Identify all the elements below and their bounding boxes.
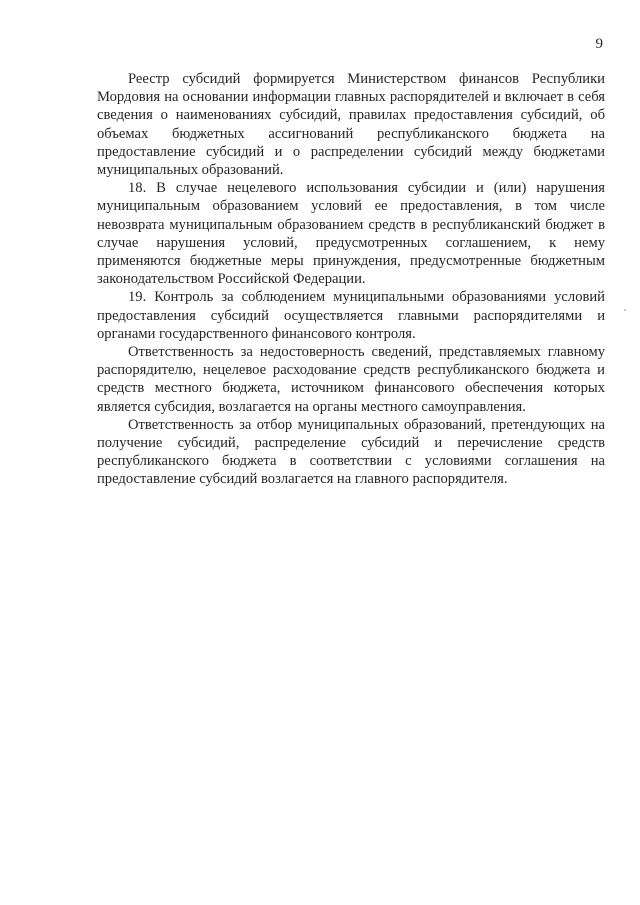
document-body — [97, 70, 605, 489]
paragraph-18-misuse-of-subsidy: 18. В случае нецелевого использования субсидии и (или) нарушения муниципальным образованием условий ее предоставления, в том числе невозврата муниципальным образованием средств в республиканский бюджет в случае нарушения условий, предусмотренных соглашением, к нему применяются бюджетные меры принуждения, предусмотренные бюджетным законодательством Российской Федерации. — [97, 180, 605, 288]
page-number: 9 — [595, 36, 603, 52]
paragraph-responsibility-for-selection: Ответственность за отбор муниципальных образований, претендующих на получение субсидий, распределение субсидий и перечисление средств республиканского бюджета в соответствии с условиями соглашения на предоставление субсидий возлагается на главного распорядителя. — [97, 416, 605, 488]
paragraph-responsibility-for-information: Ответственность за недостоверность сведений, представляемых главному распорядителю, нецелевое расходование средств республиканского бюджета и средств местного бюджета, источником финансового обеспечения которых является субсидия, возлагается на органы местного самоуправления. — [97, 344, 605, 415]
paragraph-19-compliance-control: 19. Контроль за соблюдением муниципальными образованиями условий предоставления субсидий осуществляется главными распорядителями и органами государственного финансового контроля. — [97, 289, 605, 342]
paragraph-subsidy-registry: Реестр субсидий формируется Министерством финансов Республики Мордовия на основании информации главных распорядителей и включает в себя сведения о наименованиях субсидий, правилах предоставления субсидий, об объемах бюджетных ассигнований республиканского бюджета на предоставление субсидий и о распределении субсидий между бюджетами муниципальных образований. — [97, 71, 605, 179]
scan-speck — [624, 309, 626, 311]
